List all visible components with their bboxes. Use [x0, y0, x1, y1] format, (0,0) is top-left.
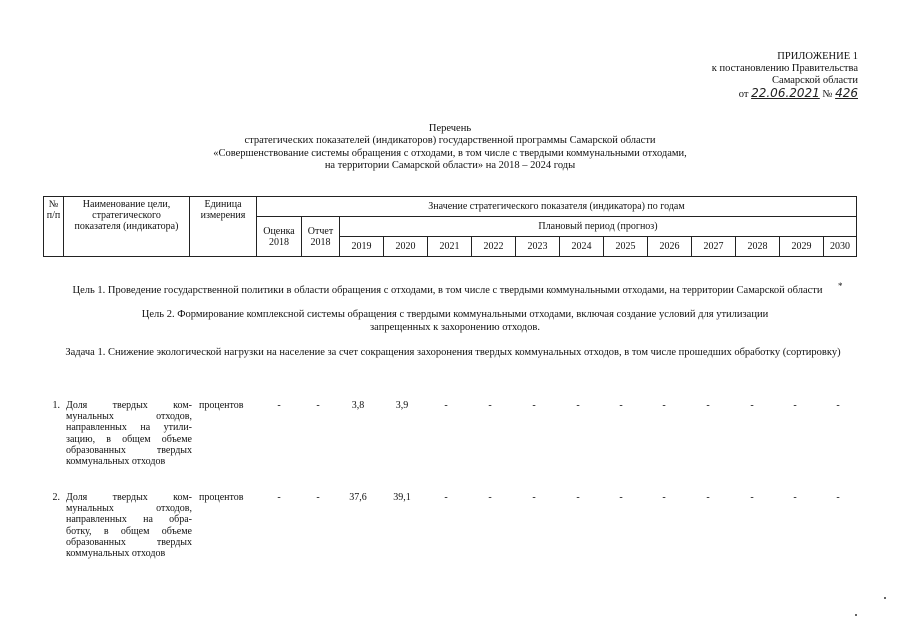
header-year: 2029 [780, 237, 824, 257]
header-planned-period: Плановый период (прогноз) [340, 217, 857, 237]
title-line-4: на территории Самарской области» на 2018 – 2024 годы [324, 160, 576, 172]
row-1-value: 3,8 [351, 400, 365, 411]
header-year: 2023 [516, 237, 560, 257]
header-year: 2025 [604, 237, 648, 257]
appendix-line2: к постановлению Правительства [711, 63, 858, 74]
row-1-value: - [619, 400, 623, 411]
row-2-value: - [793, 492, 797, 503]
header-col-name: Наименование цели, стратегического показателя (индикатора) [64, 197, 190, 257]
handwritten-date: 22.06.2021 [751, 86, 820, 100]
goal-1: Цель 1. Проведение государственной политики в области обращения с отходами, в том числе с твердыми коммунальными отходами, на территории Самарской области [72, 285, 823, 296]
goal-2-line-2: запрещенных к захоронению отходов. [370, 321, 540, 333]
row-2-value: - [316, 492, 320, 503]
row-1-value: - [277, 400, 281, 411]
number-prefix: № [822, 89, 833, 100]
document-title [150, 123, 750, 173]
row-1-value: - [444, 400, 448, 411]
row-2-value: - [277, 492, 281, 503]
header-col-unit: Единица измерения [190, 197, 257, 257]
row-2-value: - [619, 492, 623, 503]
row-2-value: - [706, 492, 710, 503]
row-2-value: - [750, 492, 754, 503]
header-year: 2021 [428, 237, 472, 257]
header-year: 2026 [648, 237, 692, 257]
appendix-block [688, 51, 858, 101]
row-1-number: 1. [52, 400, 60, 411]
appendix-line3: Самарской области [772, 75, 858, 86]
task-1: Задача 1. Снижение экологической нагрузки на население за счет сокращения захоронения твердых коммунальных отходов, в том числе прошедших обработку (сортировку) [65, 347, 841, 358]
row-2-indicator-name: Доля твердых ком- мунальных отходов, направленных на обра- ботку, в общем объеме образованных твердых коммунальных отходов [66, 492, 192, 560]
row-2-value: 39,1 [393, 492, 411, 503]
header-year: 2020 [384, 237, 428, 257]
header-year: 2028 [736, 237, 780, 257]
row-2-value: - [576, 492, 580, 503]
row-2-value: - [444, 492, 448, 503]
header-estimate-2018: Оценка 2018 [257, 217, 302, 257]
header-col-number: № п/п [44, 197, 64, 257]
row-2-value: - [836, 492, 840, 503]
scan-speck [855, 614, 857, 616]
row-1-value: - [488, 400, 492, 411]
indicator-table-header [43, 196, 857, 257]
row-2-value: - [662, 492, 666, 503]
header-values-title: Значение стратегического показателя (индикатора) по годам [257, 197, 857, 217]
row-1-value: - [836, 400, 840, 411]
goal-2 [60, 309, 850, 334]
asterisk-mark: * [838, 281, 843, 291]
row-1-value: - [316, 400, 320, 411]
row-1-value: - [750, 400, 754, 411]
row-1-value: - [793, 400, 797, 411]
title-line-1: Перечень [428, 123, 472, 134]
row-2-value: - [488, 492, 492, 503]
row-1-value: - [662, 400, 666, 411]
goal-2-line-1: Цель 2. Формирование комплексной системы обращения с твердыми коммунальными отходами, включая создание условий для утилизации [141, 309, 769, 320]
row-2-number: 2. [52, 492, 60, 503]
row-2-value: 37,6 [349, 492, 367, 503]
row-1-value: - [576, 400, 580, 411]
header-year: 2027 [692, 237, 736, 257]
row-1-value: - [532, 400, 536, 411]
appendix-title: ПРИЛОЖЕНИЕ 1 [777, 51, 858, 62]
row-1-value: - [706, 400, 710, 411]
header-report-2018: Отчет 2018 [302, 217, 340, 257]
title-line-2: стратегических показателей (индикаторов) государственной программы Самарской области [244, 135, 656, 147]
header-year: 2022 [472, 237, 516, 257]
header-year: 2024 [560, 237, 604, 257]
row-2-unit: процентов [199, 492, 244, 503]
row-1-value: 3,9 [395, 400, 409, 411]
row-1-indicator-name: Доля твердых ком- мунальных отходов, направленных на утили- зацию, в общем объеме образованных твердых коммунальных отходов [66, 400, 192, 468]
header-year: 2019 [340, 237, 384, 257]
appendix-date-line [688, 87, 858, 101]
row-1-unit: процентов [199, 400, 244, 411]
row-2-value: - [532, 492, 536, 503]
date-prefix: от [738, 89, 749, 100]
title-line-3: «Совершенствование системы обращения с отходами, в том числе с твердыми коммунальными отходами, [213, 147, 687, 159]
header-year: 2030 [824, 237, 857, 257]
handwritten-number: 426 [835, 86, 858, 100]
scan-speck [884, 597, 886, 599]
